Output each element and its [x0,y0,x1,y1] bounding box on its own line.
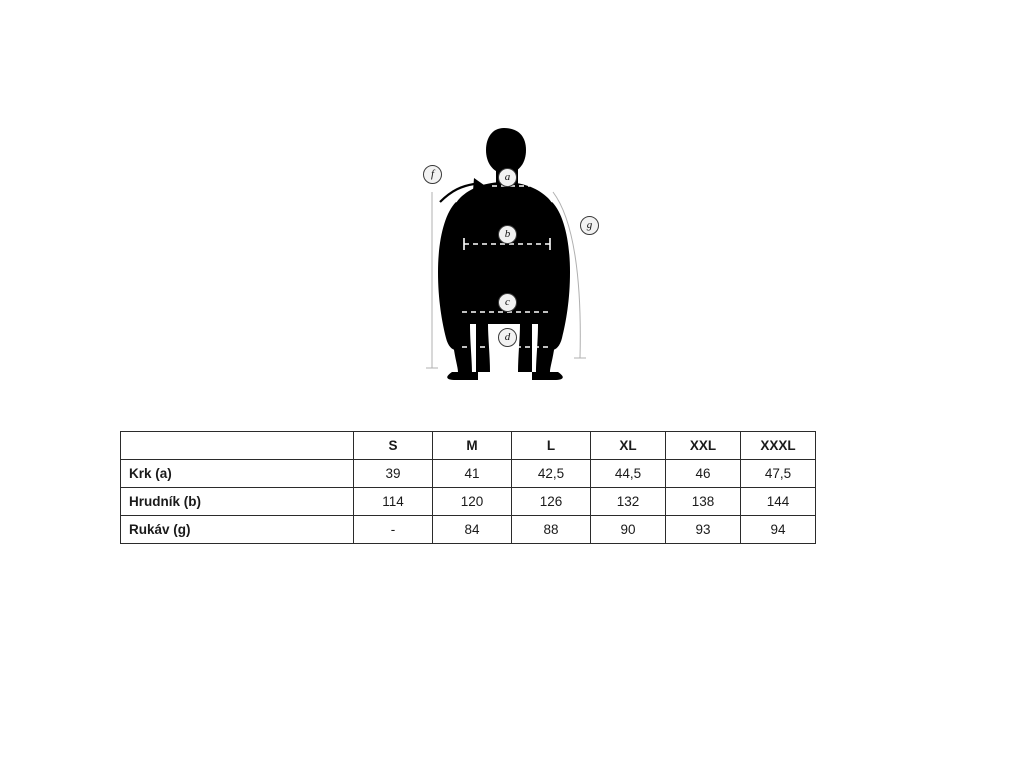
cell-sleeve-xxl: 93 [666,516,741,544]
row-label-sleeve: Rukáv (g) [121,516,354,544]
cell-sleeve-l: 88 [512,516,591,544]
column-header-m: M [433,432,512,460]
table-corner-cell [121,432,354,460]
cell-chest-xxl: 138 [666,488,741,516]
cell-chest-xl: 132 [591,488,666,516]
table-header-row [121,432,816,460]
cell-neck-xl: 44,5 [591,460,666,488]
cell-chest-s: 114 [354,488,433,516]
column-header-s: S [354,432,433,460]
cell-chest-l: 126 [512,488,591,516]
cell-neck-xxxl: 47,5 [741,460,816,488]
table-row [121,460,816,488]
table-row [121,516,816,544]
marker-f: f [423,165,442,184]
marker-c: c [498,293,517,312]
column-header-l: L [512,432,591,460]
column-header-xxxl: XXXL [741,432,816,460]
body-measurement-diagram [400,110,640,405]
marker-g: g [580,216,599,235]
cell-sleeve-s: - [354,516,433,544]
marker-b: b [498,225,517,244]
table-row [121,488,816,516]
cell-chest-xxxl: 144 [741,488,816,516]
row-label-chest: Hrudník (b) [121,488,354,516]
height-guide-line [426,192,438,368]
cell-sleeve-m: 84 [433,516,512,544]
figure-silhouette [400,110,640,405]
cell-neck-xxl: 46 [666,460,741,488]
cell-sleeve-xxxl: 94 [741,516,816,544]
cell-sleeve-xl: 90 [591,516,666,544]
column-header-xxl: XXL [666,432,741,460]
marker-a: a [498,168,517,187]
cell-neck-l: 42,5 [512,460,591,488]
row-label-neck: Krk (a) [121,460,354,488]
cell-chest-m: 120 [433,488,512,516]
column-header-xl: XL [591,432,666,460]
cell-neck-s: 39 [354,460,433,488]
marker-d: d [498,328,517,347]
size-chart-table [120,431,816,544]
cell-neck-m: 41 [433,460,512,488]
